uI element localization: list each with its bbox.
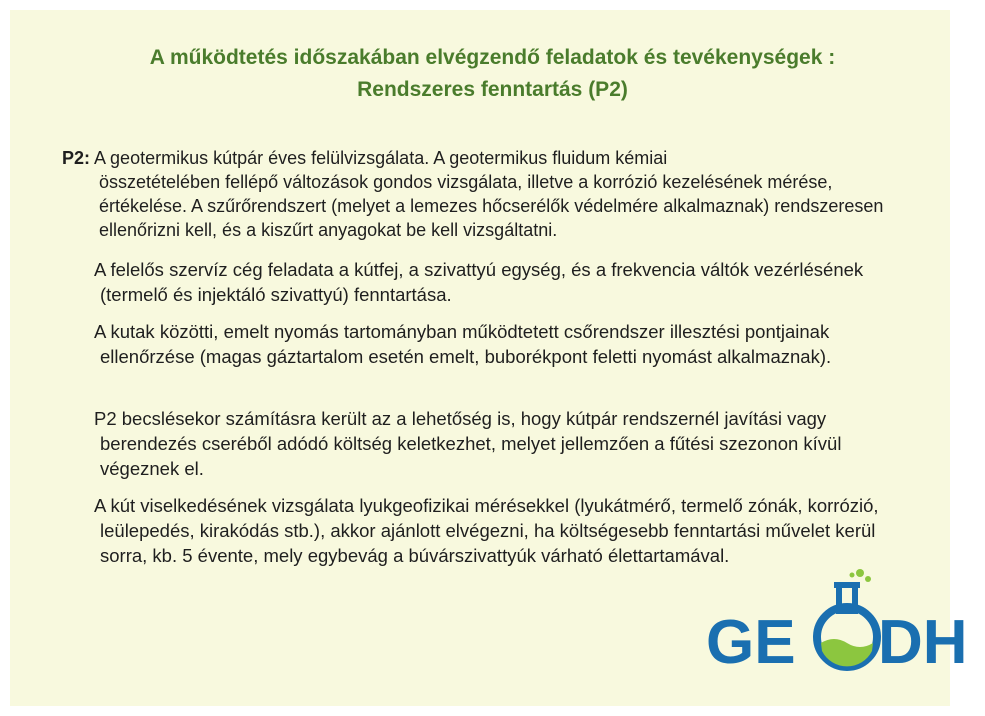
p2-rest-text: összetételében fellépő változások gondos vizsgálata, illetve a korrózió kezelésének mérése, értékelése. A szűrőrendszert (melyet a lemezes hőcserélők védelmére alkalmaznak) rendszeresen ellenőrizni kell, és a kiszűrt anyagokat be kell vizsgáltatni.	[99, 172, 884, 240]
title-line-1: A működtetés időszakában elvégzendő feladatok és tevékenységek :	[149, 46, 836, 69]
slide-title	[0, 42, 985, 106]
paragraph-service: A felelős szervíz cég feladata a kútfej, a szivattyú egység, és a frekvencia váltók vezérlésének (termelő és injektáló szivattyú) fenntartása.	[94, 259, 864, 305]
p2-lead-label: P2:	[62, 148, 91, 168]
title-line-2: Rendszeres fenntartás (P2)	[357, 78, 628, 101]
geodh-logo	[700, 565, 968, 685]
paragraph-well-logging: A kút viselkedésének vizsgálata lyukgeofizikai mérésekkel (lyukátmérő, termelő zónák, korrózió, leülepedés, kirakódás stb.), akkor ajánlott elvégezni, ha költségesebb fenntartási művelet kerül sorra, kb. 5 évente, mely egybevág a búvárszivattyúk várható élettartamával.	[94, 495, 879, 566]
flask-icon	[817, 569, 877, 667]
logo-text-ge: GE	[706, 608, 796, 677]
p2-first-line	[62, 146, 667, 170]
paragraph-p2-estimate: P2 becslésekor számításra került az a lehetőség is, hogy kútpár rendszernél javítási vagy berendezés cseréből adódó költség keletkezhet, melyet jellemzően a fűtési szezonon kívül végeznek el.	[94, 408, 842, 479]
p2-first-line-text: A geotermikus kútpár éves felülvizsgálata. A geotermikus fluidum kémiai	[94, 148, 668, 168]
paragraph-pipe-inspection: A kutak közötti, emelt nyomás tartományban működtetett csőrendszer illesztési pontjainak ellenőrzése (magas gáztartalom esetén emelt, buborékpont feletti nyomást alkalmaznak).	[94, 321, 832, 367]
p2-paragraph	[62, 146, 922, 242]
logo-text-dh: DH	[878, 608, 968, 677]
